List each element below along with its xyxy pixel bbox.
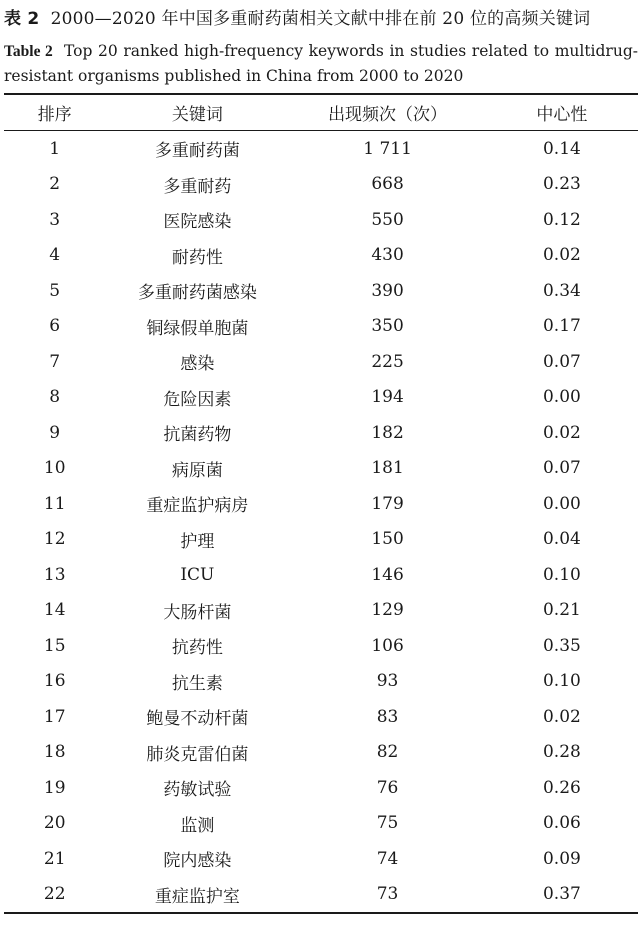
cell-rank: 17 [43,706,66,727]
table-caption-en [4,39,638,89]
cell-frequency: 350 [371,316,404,337]
cell-rank: 21 [43,848,66,869]
cell-frequency: 106 [371,635,404,656]
cell-keyword: 院内感染 [163,851,232,872]
cell-centrality: 0.06 [542,813,581,834]
cell-centrality: 0.02 [542,245,581,266]
cell-rank: 11 [43,493,66,514]
cell-centrality: 0.10 [542,671,581,692]
cell-frequency: 150 [371,529,404,550]
cell-rank: 1 [49,138,61,159]
cell-centrality: 0.34 [542,280,581,301]
cell-keyword: 铜绿假单胞菌 [146,318,249,339]
cell-keyword: 重症监护室 [154,886,240,907]
cell-frequency: 550 [371,209,404,230]
cell-centrality: 0.37 [542,884,581,905]
table-row [4,522,638,558]
table-label-en: Table 2 [4,43,53,60]
cell-keyword: 护理 [180,531,215,552]
cell-centrality: 0.00 [542,387,581,408]
cell-keyword: 多重耐药菌 [154,141,240,162]
cell-centrality: 0.23 [542,174,581,195]
cell-keyword: 多重耐药 [163,176,232,197]
cell-rank: 3 [49,209,61,230]
cell-frequency: 83 [376,706,399,727]
cell-centrality: 0.07 [542,351,581,372]
cell-rank: 10 [43,458,66,479]
cell-frequency: 182 [371,422,404,443]
cell-keyword: 大肠杆菌 [163,602,232,623]
header-centrality: 中心性 [536,105,588,125]
cell-keyword: 药敏试验 [163,780,232,801]
cell-frequency: 181 [371,458,404,479]
cell-frequency: 225 [371,351,404,372]
table-row [4,593,638,629]
table-row [4,664,638,700]
cell-frequency: 668 [371,174,404,195]
cell-rank: 13 [43,564,66,585]
header-rank: 排序 [37,105,72,125]
cell-frequency: 73 [376,884,399,905]
table-row [4,202,638,238]
table-row [4,131,638,167]
table-row [4,735,638,771]
cell-frequency: 146 [371,564,404,585]
table-title-zh: 2000—2020 年中国多重耐药菌相关文献中排在前 20 位的高频关键词 [50,9,591,29]
cell-frequency: 75 [376,813,399,834]
table-row [4,806,638,842]
cell-rank: 2 [49,174,61,195]
cell-keyword: 重症监护病房 [146,496,249,517]
cell-centrality: 0.12 [542,209,581,230]
cell-rank: 18 [43,742,66,763]
cell-frequency: 1 711 [363,138,412,159]
cell-rank: 6 [49,316,61,337]
header-frequency: 出现频次（次） [328,105,448,125]
cell-keyword: 监测 [180,815,215,836]
cell-frequency: 390 [371,280,404,301]
cell-centrality: 0.10 [542,564,581,585]
cell-centrality: 0.17 [542,316,581,337]
cell-rank: 9 [49,422,61,443]
cell-rank: 5 [49,280,61,301]
cell-rank: 8 [49,387,61,408]
cell-keyword: 感染 [180,354,215,375]
table-row [4,167,638,203]
table-row [4,415,638,451]
cell-rank: 4 [49,245,61,266]
cell-centrality: 0.14 [542,138,581,159]
header-keyword: 关键词 [171,105,223,125]
table-row [4,557,638,593]
cell-frequency: 179 [371,493,404,514]
cell-keyword: 医院感染 [163,212,232,233]
cell-rank: 15 [43,635,66,656]
cell-keyword: 鲍曼不动杆菌 [146,709,249,730]
table-row [4,344,638,380]
cell-centrality: 0.02 [542,422,581,443]
table-row [4,486,638,522]
cell-frequency: 82 [376,742,399,763]
cell-rank: 19 [43,777,66,798]
table-row [4,309,638,345]
table-row [4,877,638,914]
cell-keyword: ICU [180,564,215,585]
cell-frequency: 129 [371,600,404,621]
cell-centrality: 0.07 [542,458,581,479]
cell-rank: 12 [43,529,66,550]
cell-centrality: 0.35 [542,635,581,656]
cell-keyword: 抗生素 [171,673,223,694]
table-body [4,131,638,914]
cell-rank: 22 [43,884,66,905]
cell-rank: 20 [43,813,66,834]
cell-centrality: 0.09 [542,848,581,869]
table-row [4,841,638,877]
keyword-table [4,93,638,914]
cell-centrality: 0.28 [542,742,581,763]
table-title-en: Top 20 ranked high-frequency keywords in studies related to multidrug-resistant organisms published in China from 2000 to 2020 [4,42,638,85]
table-row [4,770,638,806]
table-row [4,451,638,487]
cell-frequency: 93 [376,671,399,692]
cell-rank: 16 [43,671,66,692]
table-caption-zh [4,6,638,33]
cell-centrality: 0.04 [542,529,581,550]
cell-keyword: 抗菌药物 [163,425,232,446]
table-label-zh: 表 2 [4,9,40,29]
cell-keyword: 耐药性 [171,247,223,268]
cell-frequency: 430 [371,245,404,266]
table-row [4,699,638,735]
cell-keyword: 病原菌 [171,460,223,481]
cell-frequency: 76 [376,777,399,798]
table-header-row [4,94,638,131]
cell-frequency: 194 [371,387,404,408]
cell-keyword: 危险因素 [163,389,232,410]
cell-keyword: 多重耐药菌感染 [137,283,257,304]
cell-frequency: 74 [376,848,399,869]
cell-centrality: 0.02 [542,706,581,727]
cell-centrality: 0.00 [542,493,581,514]
table-row [4,628,638,664]
cell-keyword: 抗药性 [171,638,223,659]
table-row [4,238,638,274]
cell-rank: 14 [43,600,66,621]
table-row [4,380,638,416]
cell-centrality: 0.26 [542,777,581,798]
table-row [4,273,638,309]
cell-keyword: 肺炎克雷伯菌 [146,744,249,765]
cell-rank: 7 [49,351,61,372]
cell-centrality: 0.21 [542,600,581,621]
